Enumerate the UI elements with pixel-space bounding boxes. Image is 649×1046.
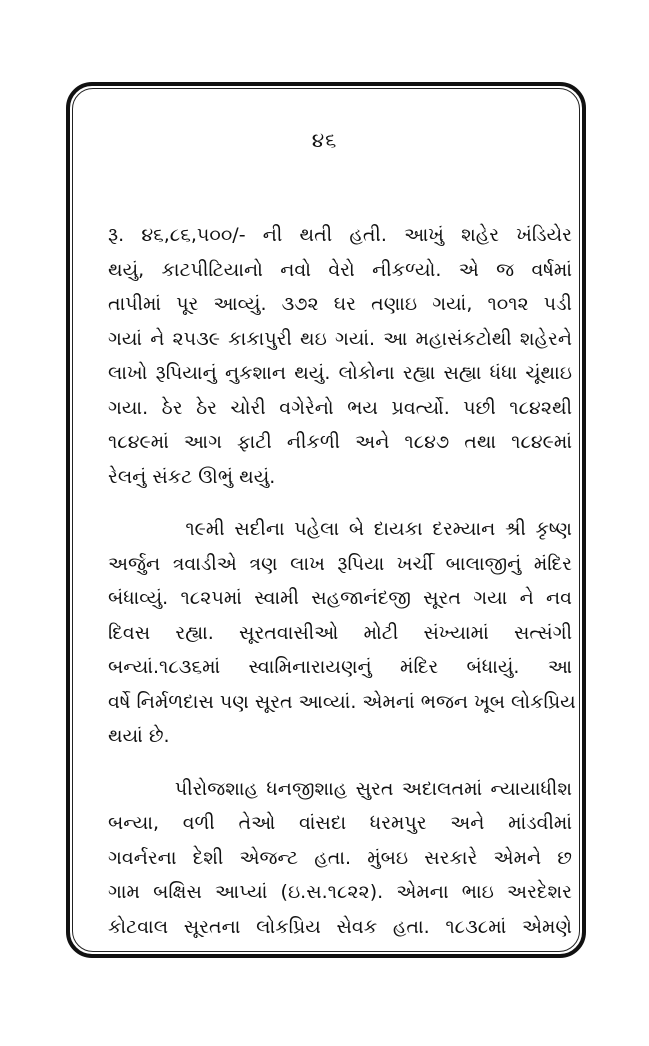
text-line: પીરોજશાહ ધનજીશાહ સુરત અદાલતમાં ન્યાયાધીશ — [108, 777, 572, 800]
page-body — [108, 218, 576, 944]
text-line: કોટવાલ સૂરતના લોકપ્રિય સેવક હતા. ૧૮૩૮માં એમણે — [108, 915, 572, 938]
text-line: થયાં છે. — [108, 725, 170, 747]
text-line: બન્યા, વળી તેઓ વાંસદા ધરમપુર અને માંડવીમાં — [108, 812, 572, 834]
text-line: બંધાવ્યું. ૧૮૨૫માં સ્વામી સહજાનંદજી સૂરત ગયા ને નવ — [108, 587, 572, 609]
text-line: લાખો રૂપિયાનું નુકશાન થયું. લોકોના રહ્યા સહ્યા ધંધા ચૂંથાઇ — [108, 362, 572, 384]
text-line: ગયા. ઠેર ઠેર ચોરી વગેરેનો ભય પ્રવર્ત્યો. પછી ૧૮૪૨થી — [108, 396, 572, 419]
text-line: દિવસ રહ્યા. સૂરતવાસીઓ મોટી સંખ્યામાં સત્સંગી — [108, 621, 572, 644]
paragraph — [108, 772, 572, 945]
text-line: રૂ. ૪૬,૮૬,૫૦૦/- ની થતી હતી. આખું શહેર ખંડિયેર — [108, 224, 572, 246]
paragraph — [108, 512, 576, 754]
text-line: ગયાં ને ૨૫૩૯ કાકાપુરી થઇ ગયાં. આ મહાસંકટોથી શહેરને — [108, 327, 572, 350]
text-line: તાપીમાં પૂર આવ્યું. ૩૭૨ ઘર તણાઇ ગયાં, ૧૦૧૨ પડી — [108, 293, 572, 315]
text-line: વર્ષે નિર્મળદાસ પણ સૂરત આવ્યાં. એમનાં ભજન ખૂબ લોકપ્રિય — [108, 690, 576, 713]
text-line: ૧૯મી સદીના પહેલા બે દાયકા દરમ્યાન શ્રી કૃષ્ણ — [108, 518, 572, 540]
text-line: બન્યાં.૧૮૩૬માં સ્વામિનારાયણનું મંદિર બંધાયું. આ — [108, 656, 572, 678]
text-line: ગામ બક્ષિસ આપ્યાં (ઇ.સ.૧૮૨૨). એમના ભાઇ અરદેશર — [108, 881, 572, 903]
text-line: થયું, કાટપીટિયાનો નવો વેરો નીકળ્યો. એ જ વર્ષમાં — [108, 258, 572, 281]
paragraph — [108, 218, 572, 494]
text-line: અર્જુન ત્રવાડીએ ત્રણ લાખ રૂપિયા ખર્ચી બાલાજીનું મંદિર — [108, 552, 572, 575]
text-line: રેલનું સંકટ ઊભું થયું. — [108, 465, 276, 488]
text-line: ૧૮૪૯માં આગ ફાટી નીકળી અને ૧૮૪૭ તથા ૧૮૪૯માં — [108, 431, 572, 453]
page-number: ૪૬ — [311, 128, 338, 152]
text-line: ગવર્નરના દેશી એજન્ટ હતા. મુંબઇ સરકારે એમને છ — [108, 846, 572, 869]
